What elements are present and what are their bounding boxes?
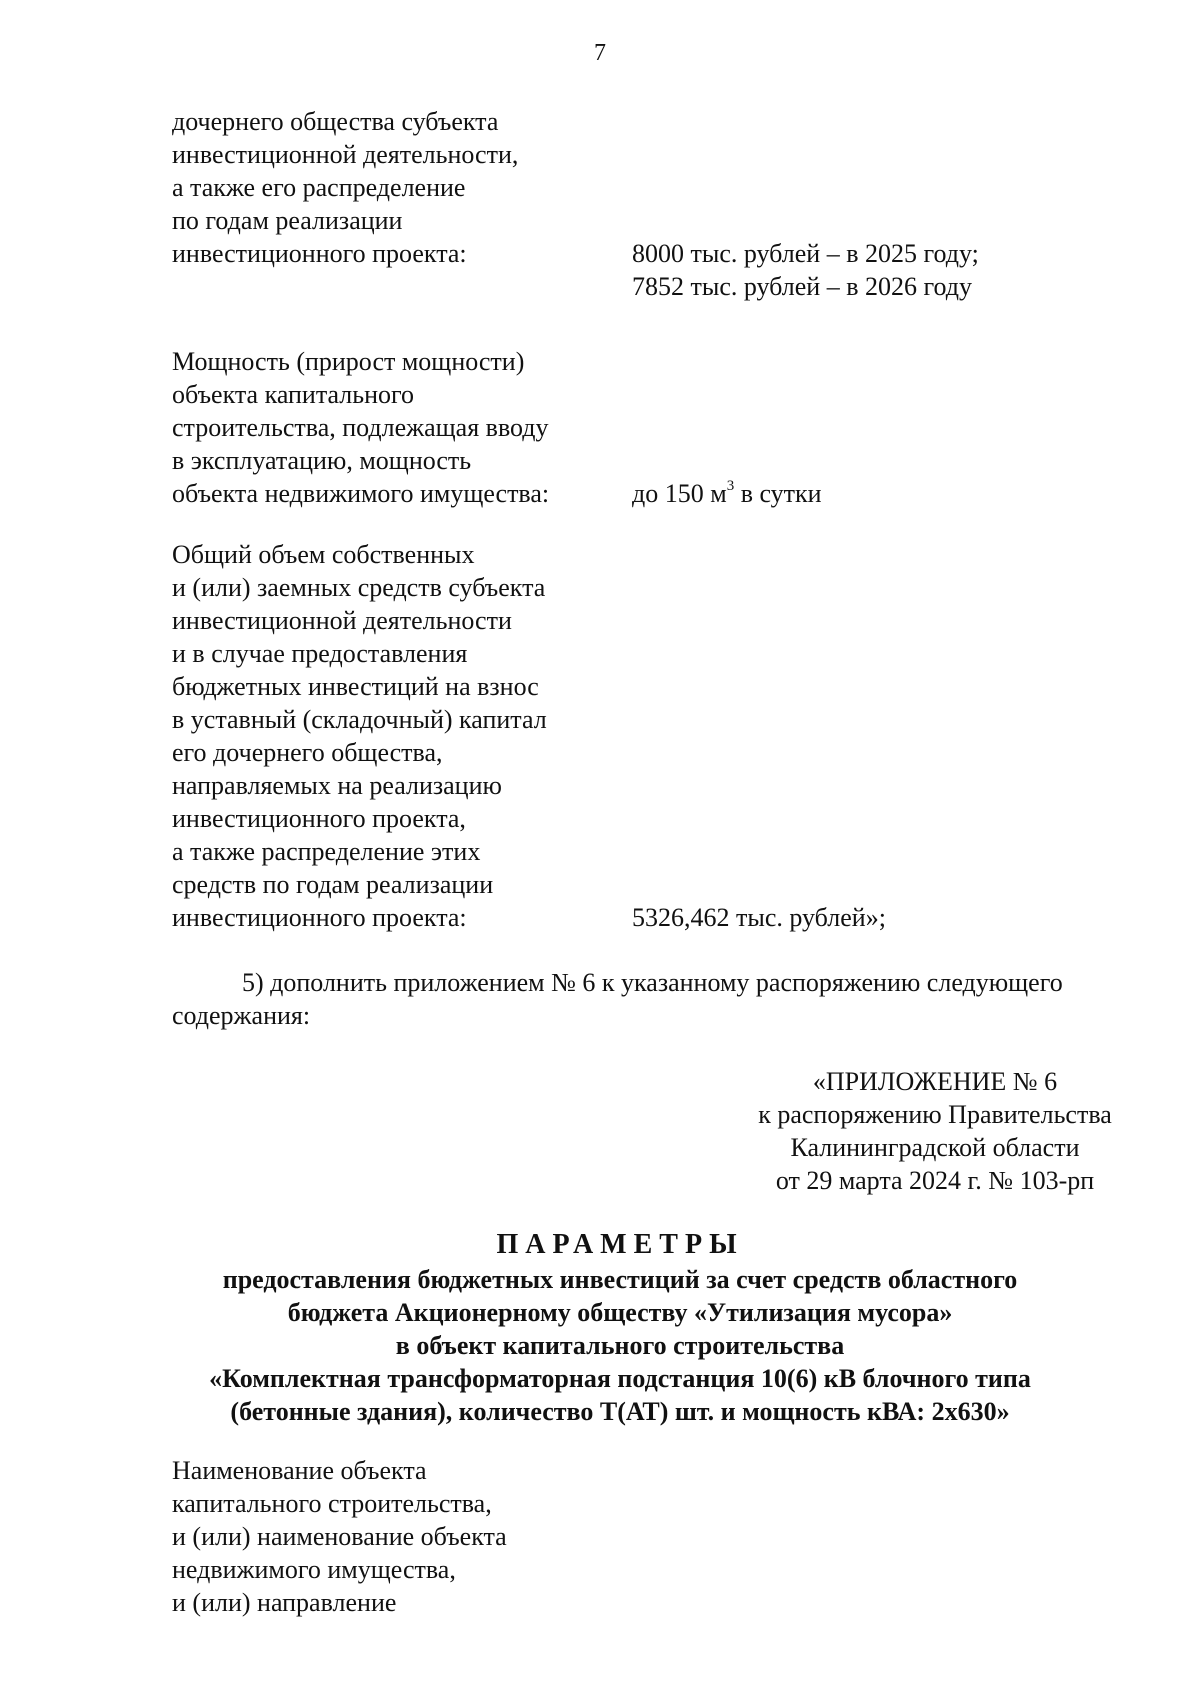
label-line: объекта недвижимого имущества: — [172, 479, 550, 508]
label-line: и (или) заемных средств субъекта — [172, 573, 546, 602]
block-capacity — [172, 345, 1112, 510]
annex-line: к распоряжению Правительства — [758, 1100, 1112, 1129]
label-line: а также распределение этих — [172, 837, 481, 866]
label-value-row — [172, 901, 1112, 934]
label-line: и в случае предоставления — [172, 639, 468, 668]
label-value-row — [172, 477, 1112, 510]
label-line: его дочернего общества, — [172, 738, 443, 767]
capacity-value-sup: 3 — [726, 478, 735, 495]
label-line: по годам реализации — [172, 206, 403, 235]
label-line: Общий объем собственных — [172, 540, 475, 569]
block-object-name — [172, 1454, 1112, 1619]
value-line: 7852 тыс. рублей – в 2026 году — [632, 272, 972, 301]
label-line: в эксплуатацию, мощность — [172, 446, 472, 475]
label-line: строительства, подлежащая вводу — [172, 413, 549, 442]
label-line: направляемых на реализацию — [172, 771, 502, 800]
annex-header — [700, 1065, 1170, 1197]
label-line: инвестиционного проекта: — [172, 239, 467, 268]
capacity-value-prefix: до 150 м — [632, 479, 727, 508]
label-line: инвестиционного проекта: — [172, 903, 467, 932]
label-line: инвестиционного проекта, — [172, 804, 466, 833]
page-number: 7 — [594, 40, 606, 66]
paragraph-5 — [172, 966, 1152, 1032]
label-line: и (или) наименование объекта — [172, 1522, 507, 1551]
label-line: объекта капитального — [172, 380, 415, 409]
label-line: недвижимого имущества, — [172, 1555, 456, 1584]
label-line: и (или) направление — [172, 1588, 397, 1617]
label-line: бюджетных инвестиций на взнос — [172, 672, 539, 701]
title-line: предоставления бюджетных инвестиций за счет средств областного — [222, 1265, 1018, 1294]
label-value-row — [172, 270, 1112, 303]
own-funds-value: 5326,462 тыс. рублей»; — [632, 903, 886, 932]
annex-line: от 29 марта 2024 г. № 103-рп — [775, 1166, 1095, 1195]
label-value-row — [172, 237, 1112, 270]
capacity-value — [632, 477, 1112, 510]
block-financing-distribution — [172, 105, 1112, 303]
title-line: бюджета Акционерному обществу «Утилизация мусора» — [287, 1298, 953, 1327]
paragraph-line: 5) дополнить приложением № 6 к указанному распоряжению следующего — [242, 968, 1063, 997]
document-title — [120, 1227, 1120, 1428]
annex-line: «ПРИЛОЖЕНИЕ № 6 — [812, 1067, 1058, 1096]
title-line: (бетонные здания), количество Т(АТ) шт. и мощность кВА: 2х630» — [230, 1397, 1010, 1426]
title-line: «Комплектная трансформаторная подстанция 10(6) кВ блочного типа — [209, 1364, 1031, 1393]
label-line: в уставный (складочный) капитал — [172, 705, 547, 734]
block-own-funds — [172, 538, 1112, 934]
label-spacer — [172, 270, 632, 303]
value-line: 8000 тыс. рублей – в 2025 году; — [632, 239, 979, 268]
capacity-value-suffix: в сутки — [734, 479, 822, 508]
label-line: а также его распределение — [172, 173, 466, 202]
title-heading: ПАРАМЕТРЫ — [496, 1229, 744, 1260]
label-line: инвестиционной деятельности, — [172, 140, 519, 169]
label-line: дочернего общества субъекта — [172, 107, 499, 136]
label-line: средств по годам реализации — [172, 870, 494, 899]
label-line: инвестиционной деятельности — [172, 606, 512, 635]
label-line: капитального строительства, — [172, 1489, 492, 1518]
annex-line: Калининградской области — [790, 1133, 1080, 1162]
label-line: Мощность (прирост мощности) — [172, 347, 525, 376]
paragraph-line: содержания: — [172, 1001, 311, 1030]
title-line: в объект капитального строительства — [395, 1331, 845, 1360]
label-line: Наименование объекта — [172, 1456, 427, 1485]
